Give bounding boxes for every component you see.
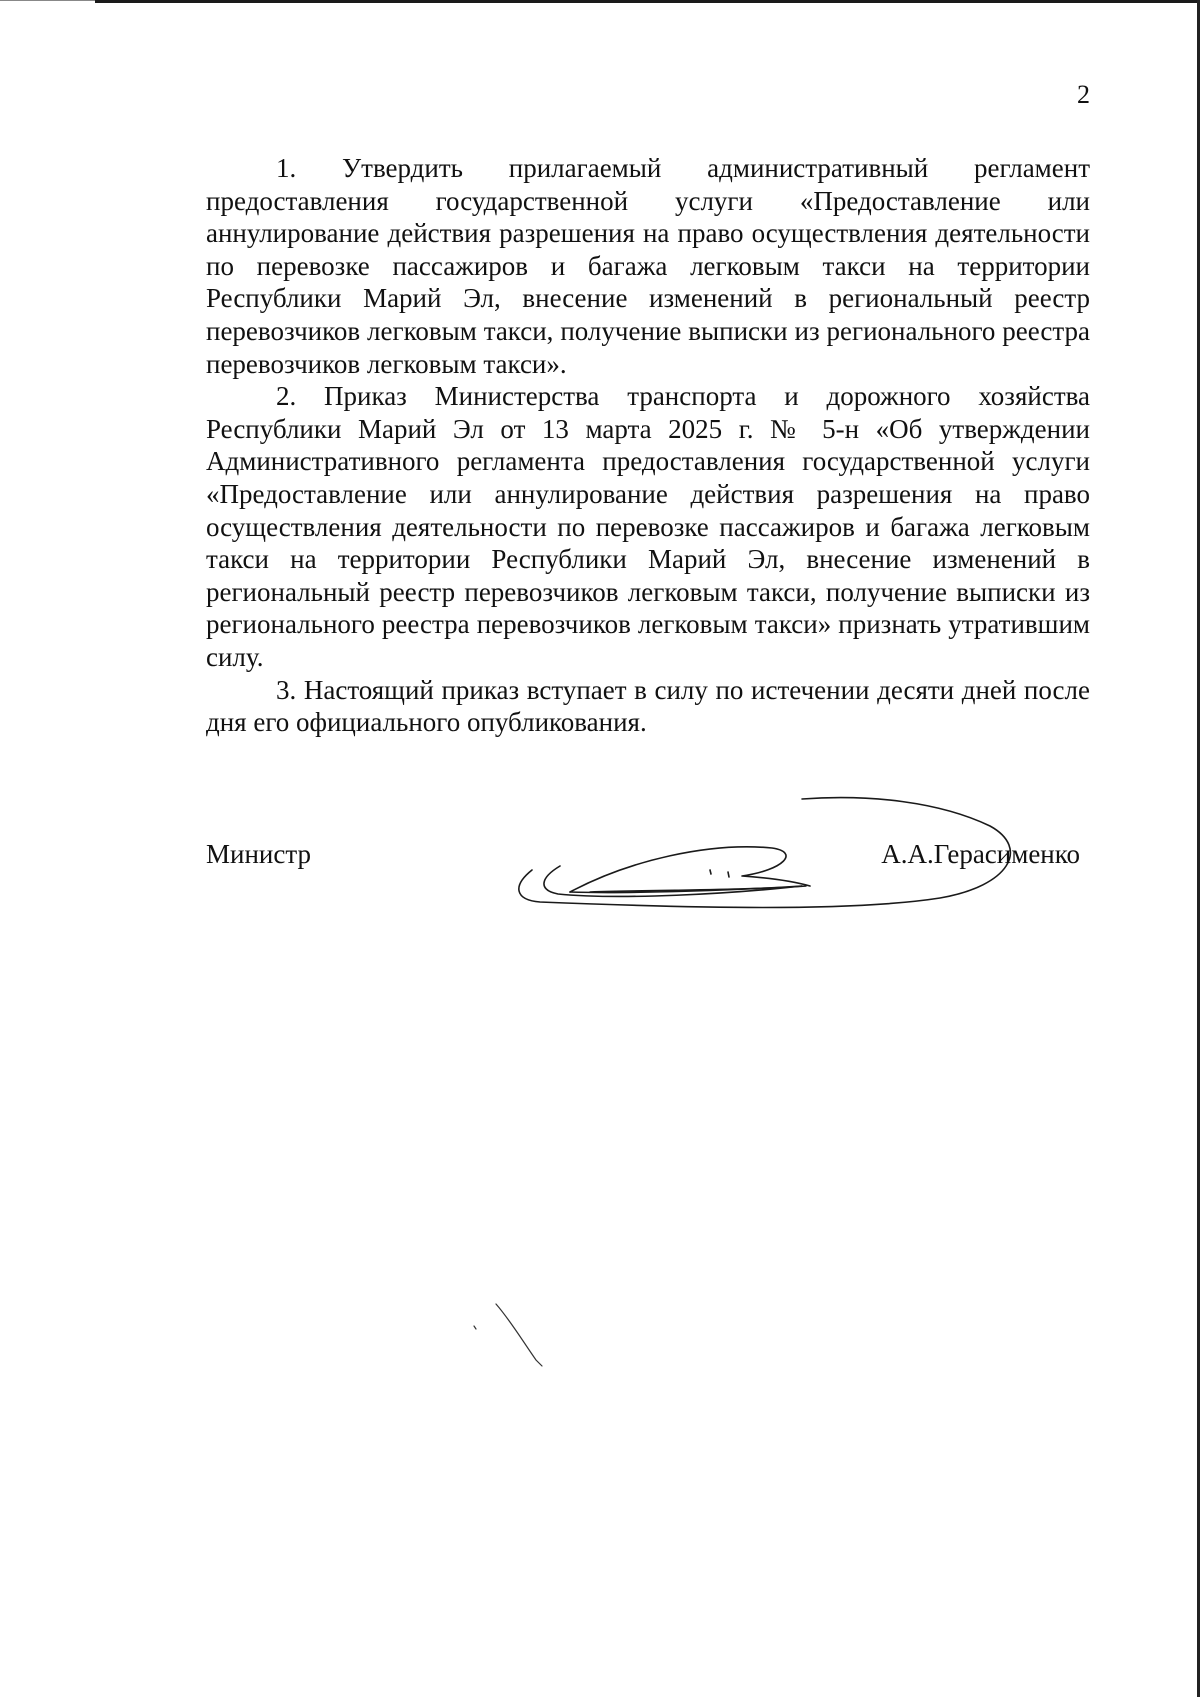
scan-edge-top [95, 0, 1200, 3]
signature-block [206, 838, 1090, 878]
signatory-position: Министр [206, 839, 311, 869]
stray-pen-mark [470, 1300, 550, 1375]
order-body [206, 152, 1090, 739]
signatory-name: А.А.Герасименко [881, 839, 1080, 869]
scan-edge-top-light [0, 0, 95, 1]
order-paragraph-2: 2. Приказ Министерства транспорта и дорожного хозяйства Республики Марий Эл от 13 марта 2025 г. № 5-н «Об утверждении Административного регламента предоставления государственной услуги «Предоставление или аннулирование действия разрешения на право осуществления деятельности по перевозке пассажиров и багажа легковым такси на территории Республики Марий Эл, внесение изменений в региональный реестр перевозчиков легковым такси, получение выписки из регионального реестра перевозчиков легковым такси» признать утратившим силу. [206, 381, 1090, 672]
page-number: 2 [1077, 80, 1090, 109]
order-paragraph-1: 1. Утвердить прилагаемый административный регламент предоставления государственной услуги «Предоставление или аннулирование действия разрешения на право осуществления деятельности по перевозке пассажиров и багажа легковым такси на территории Республики Марий Эл, внесение изменений в региональный реестр перевозчиков легковым такси, получение выписки из регионального реестра перевозчиков легковым такси». [206, 153, 1090, 379]
order-paragraph-3: 3. Настоящий приказ вступает в силу по истечении десяти дней после дня его официального опубликования. [206, 674, 1090, 738]
